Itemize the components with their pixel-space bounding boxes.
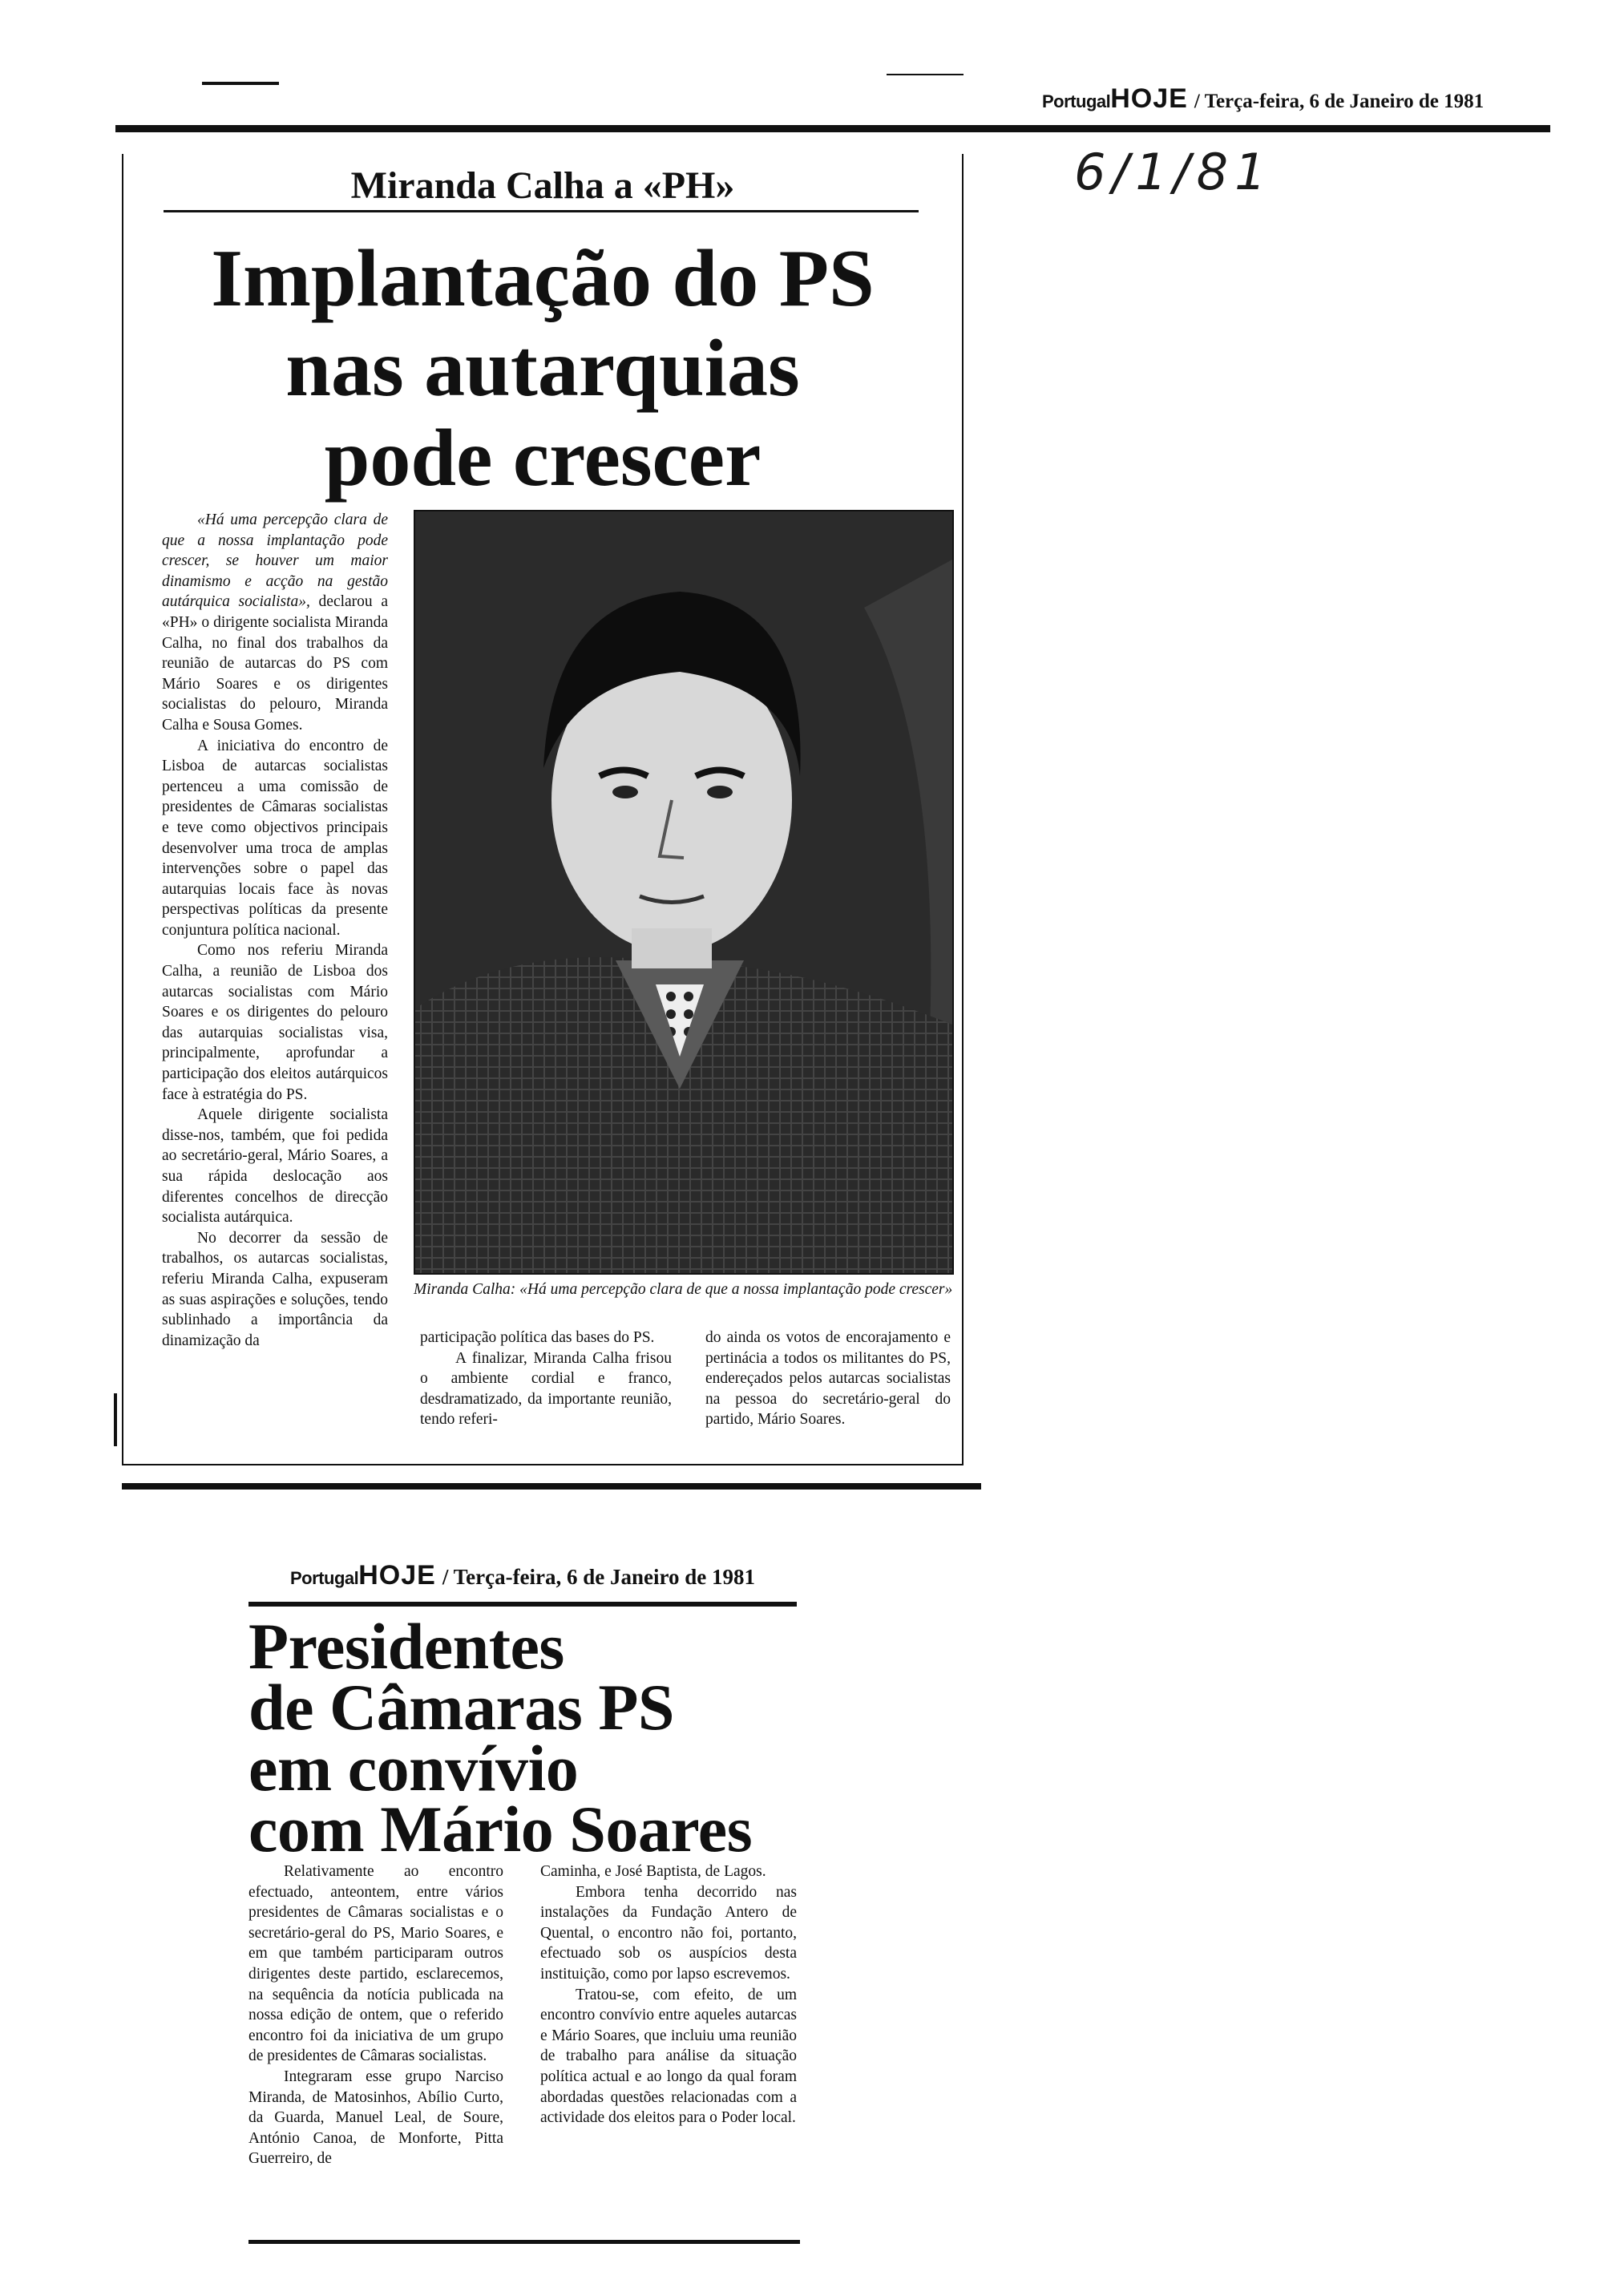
article1-column-3	[705, 1328, 951, 1430]
paragraph: No decorrer da sessão de trabalhos, os autarcas socialistas, referiu Miranda Calha, expuseram as suas aspirações e soluções, tendo sublinhado a importância da dinamização da	[162, 1229, 388, 1349]
article2-column-1	[248, 1861, 503, 2169]
paragraph: Aquele dirigente socialista disse-nos, também, que foi pedida ao secretário-geral, Mário Soares, a sua rápida deslocação aos diferentes concelhos de direcção socialista autárquica.	[162, 1106, 388, 1227]
article1-kicker: Miranda Calha a «PH»	[350, 164, 735, 207]
portrait-photo	[414, 510, 954, 1275]
paragraph: A finalizar, Miranda Calha frisou o ambiente cordial e franco, desdramatizado, da importante reunião, tendo referi-	[420, 1349, 672, 1429]
masthead	[1042, 83, 1555, 115]
masthead-rule	[115, 125, 1550, 132]
masthead-dateline: / Terça-feira, 6 de Janeiro de 1981	[442, 1565, 756, 1589]
portrait-illustration	[415, 511, 952, 1273]
scan-mark	[887, 74, 964, 75]
masthead-brand-prefix: Portugal	[290, 1568, 359, 1588]
paragraph: Integraram esse grupo Narciso Miranda, de Matosinhos, Abílio Curto, da Guarda, Manuel Leal, de Soure, António Canoa, de Monforte, Pitta Guerreiro, de	[248, 2068, 503, 2168]
headline-line: pode crescer	[324, 413, 762, 503]
headline-line: em convívio	[248, 1732, 579, 1805]
article1-column-2	[420, 1328, 672, 1430]
paragraph: Como nos referiu Miranda Calha, a reunião de Lisboa dos autarcas socialistas com Mário Soares e os dirigentes do pelouro das autarquias socialistas visa, principalmente, aprofundar a participação dos eleitos autárquicos face à estratégia do PS.	[162, 942, 388, 1103]
masthead-brand-name: HOJE	[1110, 83, 1188, 114]
headline-line: de Câmaras PS	[248, 1671, 675, 1744]
article2-bottom-rule	[248, 2240, 800, 2244]
masthead-brand-name: HOJE	[358, 1560, 436, 1591]
kicker-rule	[164, 210, 919, 212]
handwritten-date-note: 6/1/81	[1074, 143, 1273, 201]
headline-line: Implantação do PS	[211, 233, 875, 324]
masthead-dateline: / Terça-feira, 6 de Janeiro de 1981	[1194, 91, 1485, 112]
masthead-brand-prefix: Portugal	[1042, 91, 1111, 111]
headline-line: Presidentes	[248, 1610, 564, 1683]
paragraph: Embora tenha decorrido nas instalações da Fundação Antero de Quental, o encontro não foi, portanto, efectuado sob os auspícios desta instituição, como por lapso escrevemos.	[540, 1883, 797, 1983]
paragraph	[162, 510, 388, 736]
masthead-2-rule	[248, 1602, 797, 1607]
paragraph: do ainda os votos de encorajamento e pertinácia a todos os militantes do PS, endereçados pelos autarcas socialistas na pessoa do secretário-geral do partido, Mário Soares.	[705, 1329, 951, 1429]
paragraph: participação política das bases do PS.	[420, 1329, 655, 1346]
paragraph: A iniciativa do encontro de Lisboa de autarcas socialistas pertenceu a uma comissão de presidentes de Câmaras socialistas e teve como objectivos principais desenvolver uma troca de amplas intervenções sobre o papel das autarquias locais face às novas perspectivas políticas da presente conjuntura política nacional.	[162, 737, 388, 939]
vertical-mark	[114, 1393, 117, 1446]
section-divider-rule	[122, 1483, 981, 1490]
masthead-2	[290, 1560, 803, 1595]
article1-column-1	[162, 510, 388, 1351]
scan-mark	[202, 82, 279, 85]
paragraph: Caminha, e José Baptista, de Lagos.	[540, 1863, 766, 1880]
paragraph-text: declarou a «PH» o dirigente socialista Miranda Calha, no final dos trabalhos da reunião de autarcas do PS com Mário Soares e os dirigentes socialistas do pelouro, Miranda Calha e Sousa Gomes.	[162, 593, 388, 734]
paragraph: Relativamente ao encontro efectuado, anteontem, entre vários presidentes de Câmaras socialistas e o secretário-geral do PS, Mario Soares, e em que também participaram outros dirigentes deste partido, esclarecemos, na sequência da notícia publicada na nossa edição de ontem, que o referido encontro foi da iniciativa de um grupo de presidentes de Câmaras socialistas.	[248, 1863, 503, 2065]
lead-quote: «Há uma percepção clara de que a nossa implantação pode crescer, se houver um maior dinamismo e acção na gestão autárquica socialista»,	[162, 511, 388, 611]
headline-line: com Mário Soares	[248, 1793, 753, 1866]
article1-headline	[122, 234, 964, 503]
photo-caption: Miranda Calha: «Há uma percepção clara de que a nossa implantação pode crescer»	[414, 1281, 953, 1298]
paragraph: Tratou-se, com efeito, de um encontro convívio entre aqueles autarcas e Mário Soares, que incluiu uma reunião de trabalho para análise da situação política actual e ao longo da qual foram abordadas questões relacionadas com a actividade dos eleitos para o Poder local.	[540, 1986, 797, 2127]
headline-line: nas autarquias	[285, 323, 800, 414]
article1-bottom-rule	[122, 1464, 964, 1465]
article2-headline	[248, 1610, 810, 1866]
article2-column-2	[540, 1861, 797, 2128]
